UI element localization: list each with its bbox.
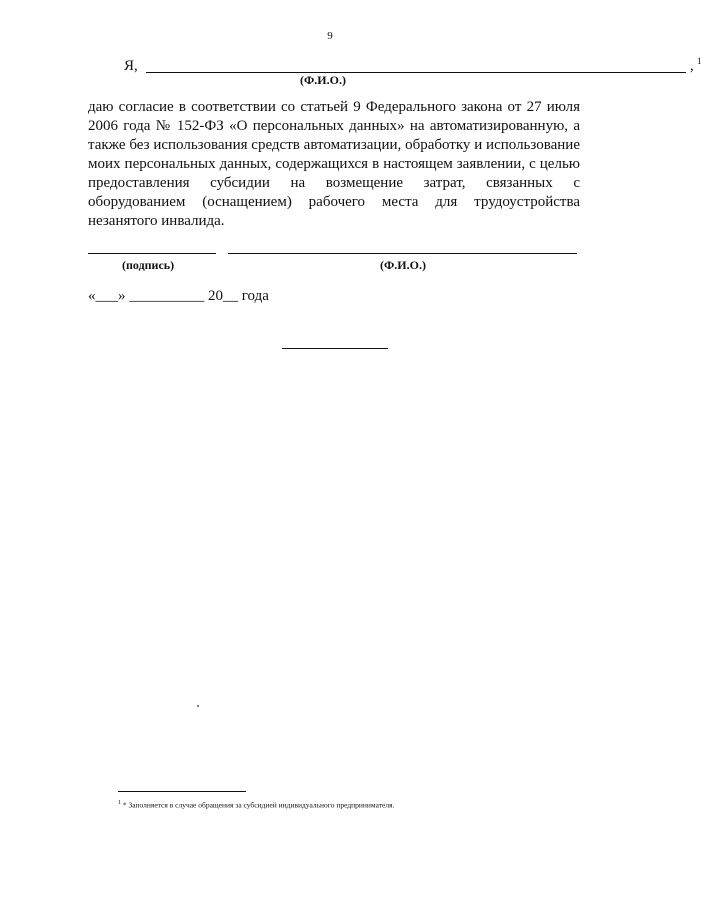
applicant-name-caption: (Ф.И.О.) (300, 73, 346, 87)
applicant-name-row (120, 56, 702, 78)
signer-name-field[interactable] (228, 253, 577, 254)
footnote-reference: 1 (697, 56, 702, 66)
signature-field[interactable] (88, 253, 216, 254)
footnote-marker: 1 (118, 800, 121, 806)
section-separator (282, 348, 388, 349)
footnote-divider (118, 791, 246, 792)
consent-paragraph: даю согласие в соответствии со статьей 9 Федерального закона от 27 июля 2006 года № 152-ФЗ «О персональных данных» на автоматизированную, а также без использования средств автоматизации, обработку и использование моих персональных данных, содержащихся в настоящем заявлении, с целью предоставления субсидии на возмещение затрат, связанных с оборудованием (оснащением) рабочего места для трудоустройства незанятого инвалида. (88, 99, 580, 229)
footnote (118, 800, 538, 810)
applicant-prefix: Я, (124, 58, 138, 74)
scan-speck (197, 705, 199, 707)
footnote-text: * Заполняется в случае обращения за субсидией индивидуального предпринимателя. (122, 800, 395, 810)
signature-caption: (подпись) (122, 258, 175, 272)
applicant-name-field[interactable] (146, 72, 686, 73)
signer-name-caption: (Ф.И.О.) (380, 258, 426, 272)
date-field[interactable]: «___» __________ 20__ года (88, 288, 269, 304)
page-number: 9 (327, 30, 333, 42)
applicant-comma: , (690, 58, 694, 74)
